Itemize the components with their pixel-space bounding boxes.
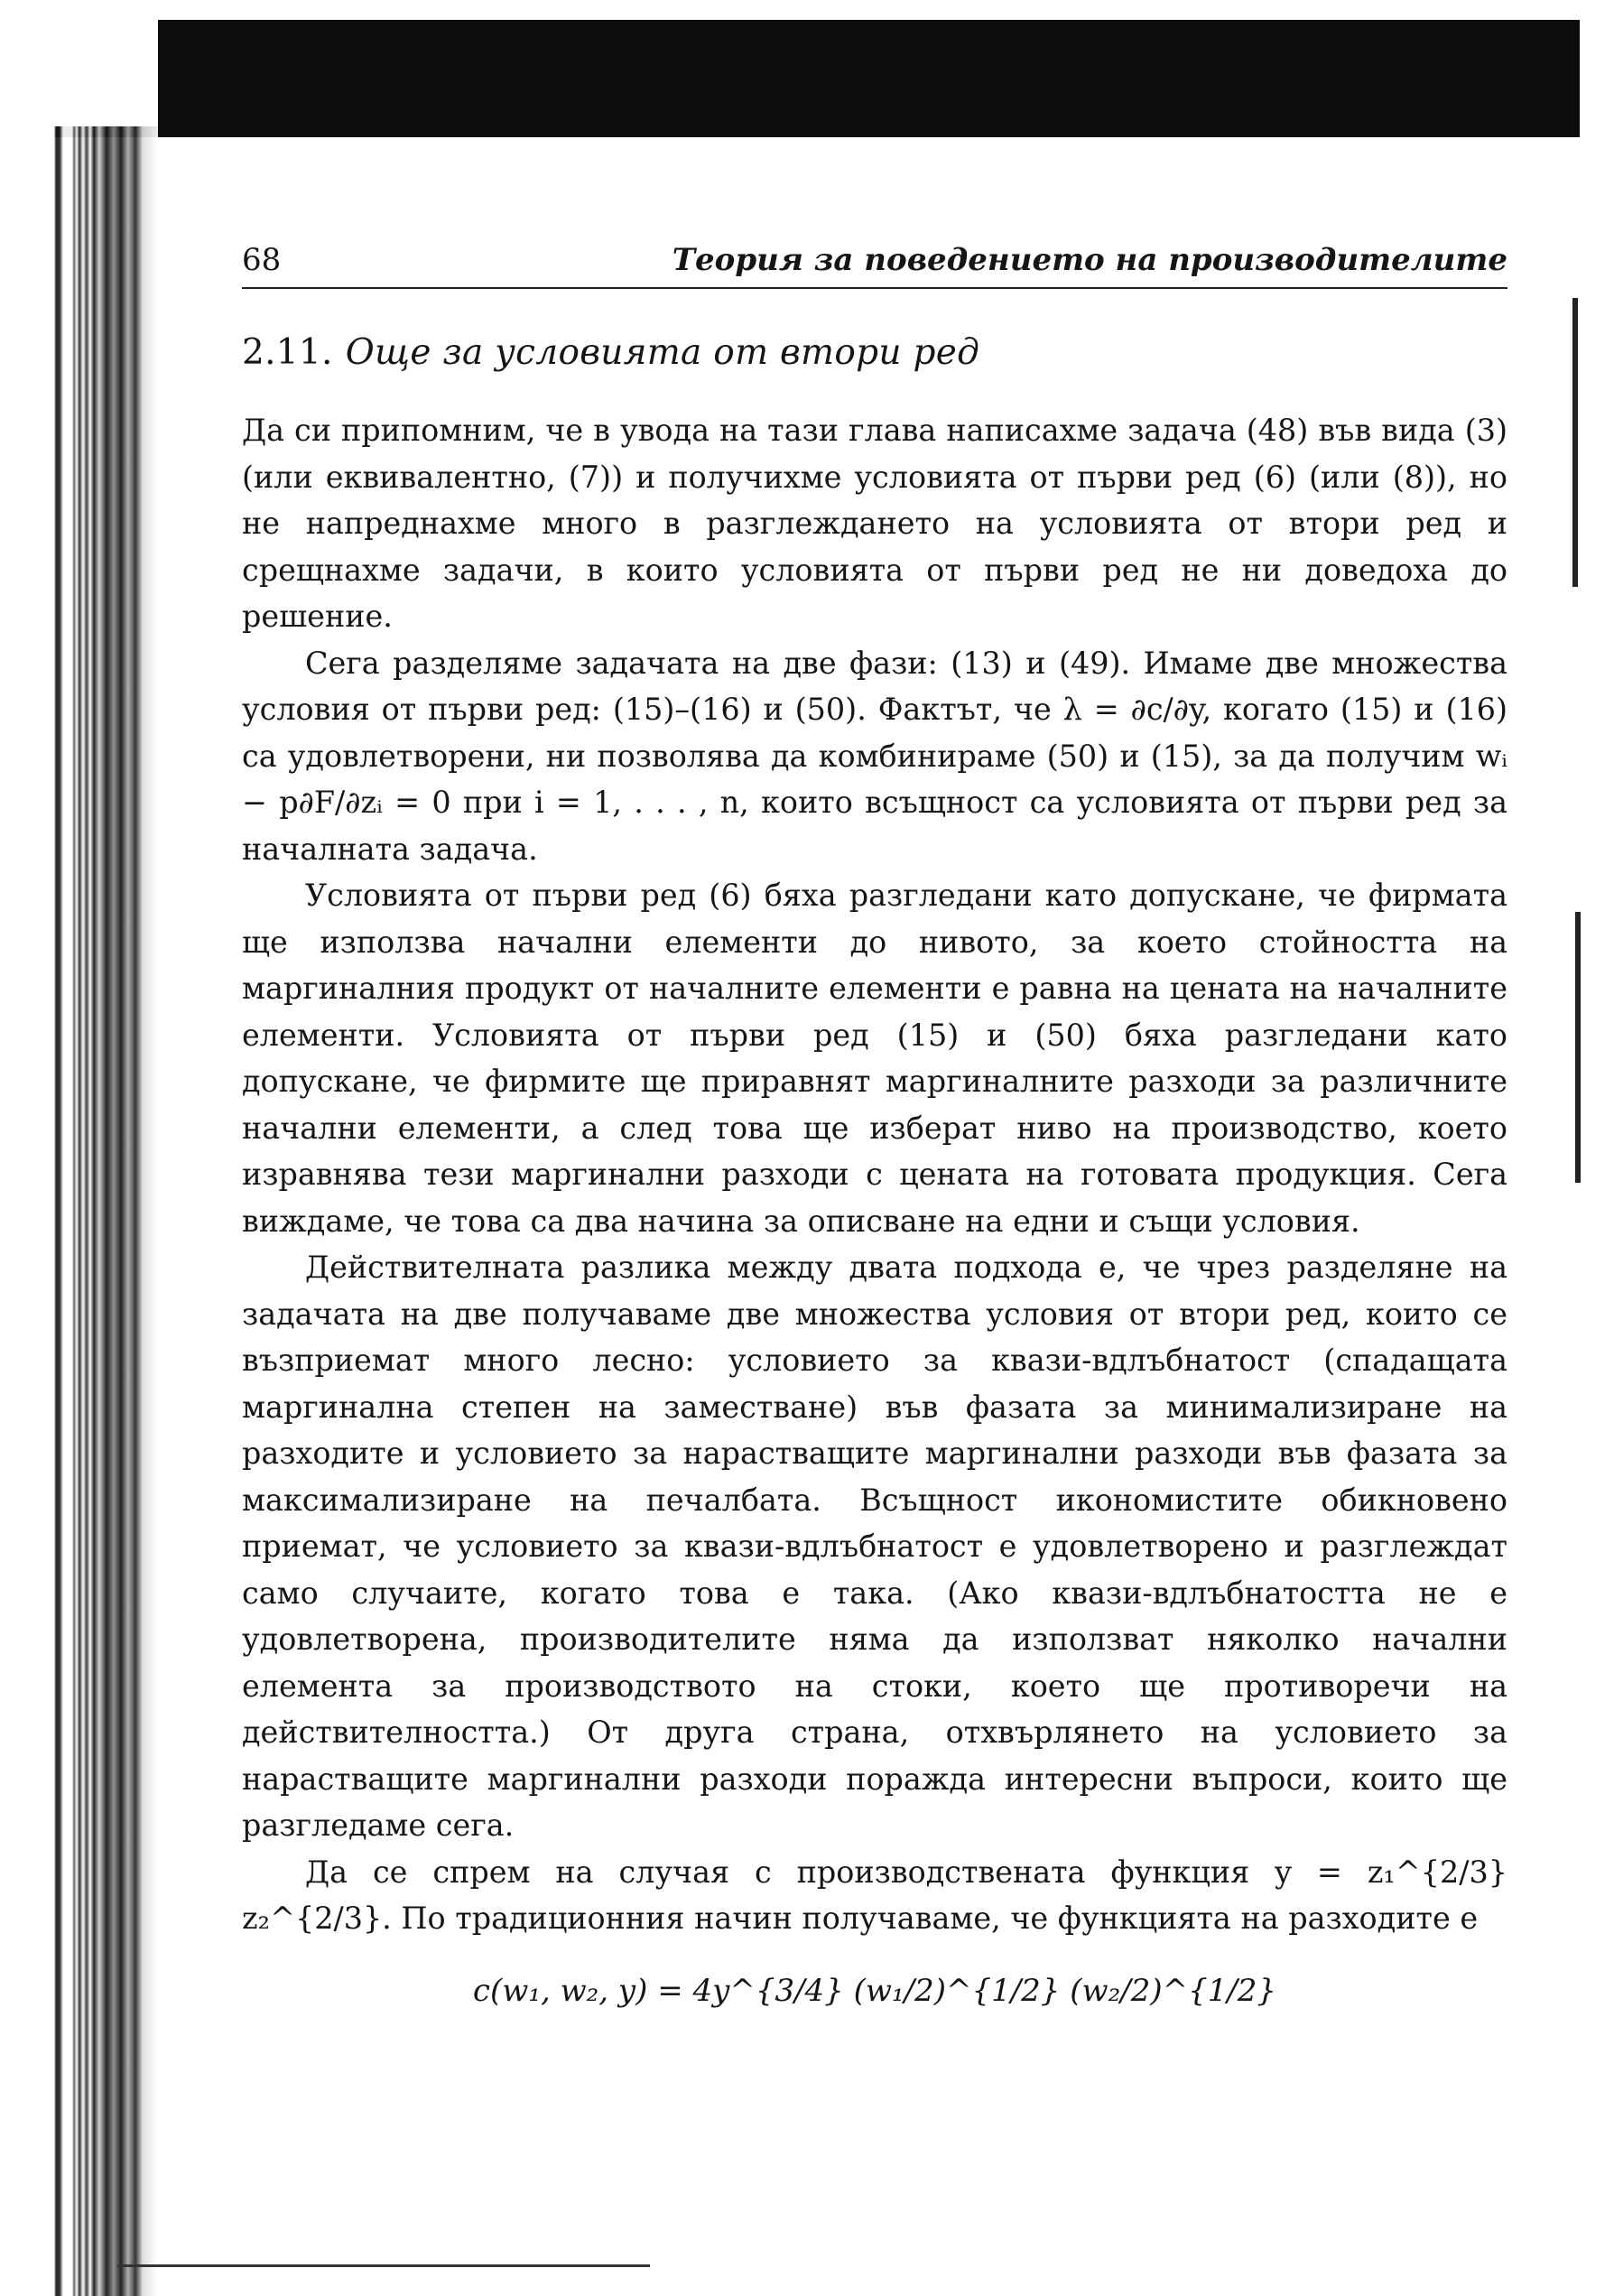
- paragraph: Действителната разлика между двата подхода е, че чрез разделяне на задачата на две получаваме две множества условия от втори ред, които се възприемат много лесно: условието за квази-вдлъбнатост (спадащата маргинална степен на заместване) във фазата за минимализиране на разходите и условието за нарастващите маргинални разходи във фазата за максимализиране на печалбата. Всъщност икономистите обикновено приемат, че условието за квази-вдлъбнатост е удовлетворено и разглеждат само случаите, когато това е така. (Ако квази-вдлъбнатостта не е удовлетворена, производителите няма да използват няколко начални елемента за производството на стоки, което ще противоречи на действителността.) От друга страна, отхвърлянето на условието за нарастващите маргинални разходи поражда интересни въпроси, които ще разгледаме сега.: [242, 1250, 1507, 1843]
- paragraph: Да си припомним, че в увода на тази глава написахме задача (48) във вида (3) (или еквивалентно, (7)) и получихме условията от първи ред (6) (или (8)), но не напреднахме много в разглеждането на условията от втори ред и срещнахме задачи, в които условията от първи ред не ни доведоха до решение.: [242, 413, 1507, 634]
- scan-bottom-rule: [117, 2264, 650, 2267]
- scan-edge-mask-left: [0, 0, 54, 2296]
- document-page: [242, 242, 1507, 2009]
- running-header: [242, 242, 1507, 289]
- body-text: [242, 407, 1507, 1942]
- scan-shadow-top-step: [1354, 86, 1580, 137]
- cost-function-formula: c(w₁, w₂, y) = 4y^{3/4} (w₁/2)^{1/2} (w₂/2)^{1/2}: [472, 1972, 1277, 2009]
- scan-right-mark: [1572, 298, 1578, 587]
- paragraph: Да се спрем на случая с производствената функция y = z₁^{2/3} z₂^{2/3}. По традиционния начин получаваме, че функцията на разходите е: [242, 1854, 1507, 1936]
- section-heading: [242, 332, 1507, 373]
- paragraph: Условията от първи ред (6) бяха разгледани като допускане, че фирмата ще използва начални елементи до нивото, за което стойността на маргиналния продукт от началните елементи е равна на цената на началните елементи. Условията от първи ред (15) и (50) бяха разгледани като допускане, че фирмите ще приравнят маргиналните разходи за различните начални елементи, а след това ще изберат ниво на производство, което изравнява тези маргинални разходи с цената на готовата продукция. Сега виждаме, че това са два начина за описване на едни и същи условия.: [242, 878, 1507, 1239]
- section-title: Още за условията от втори ред: [345, 332, 980, 373]
- running-title: Теория за поведението на производителите: [672, 242, 1507, 278]
- scan-right-mark: [1575, 912, 1581, 1183]
- scan-shadow-top: [54, 20, 1580, 137]
- paragraph: Сега разделяме задачата на две фази: (13) и (49). Имаме две множества условия от първи ред: (15)–(16) и (50). Фактът, че λ = ∂c/∂y, когато (15) и (16) са удовлетворени, ни позволява да комбинираме (50) и (15), за да получим wᵢ − p∂F/∂zᵢ = 0 при i = 1, . . . , n, които всъщност са условията от първи ред за началната задача.: [242, 645, 1507, 867]
- page-number: 68: [242, 242, 282, 278]
- section-number: 2.11.: [242, 332, 333, 373]
